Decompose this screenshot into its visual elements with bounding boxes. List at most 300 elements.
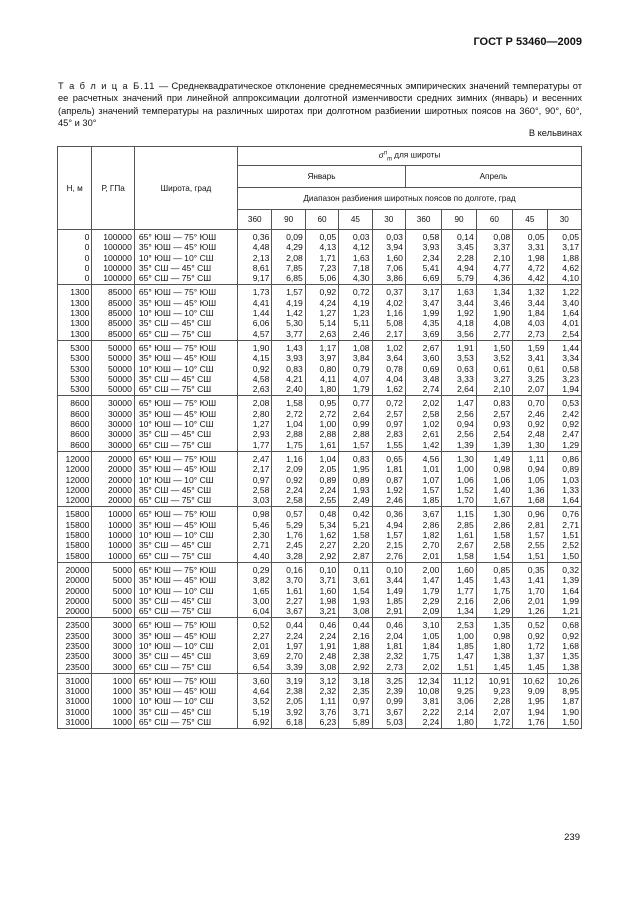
table-cell (405, 285, 441, 340)
table-cell (58, 230, 92, 285)
cell-value: 4,56 (422, 453, 440, 464)
page-number: 239 (564, 832, 580, 843)
cell-value: 1,68 (562, 640, 579, 651)
cell-value: 5,29 (286, 519, 303, 530)
cell-value: 35° ЮШ — 45° ЮШ (138, 408, 217, 419)
cell-value: 1,45 (527, 661, 545, 672)
cell-value: 1000 (112, 706, 132, 717)
cell-value: 3,03 (252, 495, 270, 506)
cell-value: 1,87 (562, 696, 579, 707)
cell-value: 0,57 (286, 509, 303, 520)
table-cell (372, 507, 405, 562)
table-cell (513, 618, 547, 673)
cell-value: 65° ЮШ — 75° ЮШ (138, 232, 217, 242)
cell-value: 2,57 (493, 408, 511, 419)
cell-value: 2,58 (422, 408, 440, 419)
cell-value: 2,58 (493, 540, 511, 551)
table-cell (92, 673, 134, 728)
cell-value: 1000 (112, 696, 132, 707)
cell-value: 1,07 (422, 474, 440, 485)
cell-value: 2,10 (493, 384, 511, 395)
cell-value: 6,85 (286, 273, 303, 284)
table-cell (272, 507, 305, 562)
cell-value: 0 (84, 232, 90, 242)
cell-value: 2,73 (386, 661, 403, 672)
cell-value: 100000 (103, 252, 132, 263)
cell-value: 1,50 (493, 342, 511, 353)
cell-value: 0,36 (386, 509, 403, 520)
table-cell (92, 451, 134, 506)
cell-value: 1,88 (352, 640, 370, 651)
cell-value: 2,88 (319, 429, 337, 440)
table-cell (134, 507, 237, 562)
cell-value: 65° СШ — 75° СШ (138, 273, 212, 284)
cell-value: 4,42 (527, 273, 545, 284)
table-row (58, 451, 582, 506)
cell-value: 4,08 (493, 318, 511, 329)
cell-value: 2,01 (252, 640, 270, 651)
cell-value: 0,58 (422, 232, 440, 242)
cell-value: 4,21 (286, 373, 303, 384)
cell-value: 2,64 (352, 408, 370, 419)
cell-value: 30000 (107, 439, 132, 450)
table-cell (547, 340, 581, 395)
cell-value: 23500 (65, 661, 90, 672)
cell-value: 1,00 (319, 419, 337, 430)
cell-value: 3000 (112, 661, 132, 672)
cell-value: 1,80 (493, 640, 511, 651)
cell-value: 1,75 (286, 439, 303, 450)
cell-value: 1,04 (319, 453, 337, 464)
cell-value: 10,91 (488, 675, 511, 686)
cell-value: 1,63 (352, 252, 370, 263)
cell-value: 0,52 (527, 620, 545, 631)
cell-value: 3,46 (493, 297, 511, 308)
cell-value: 20000 (107, 495, 132, 506)
cell-value: 1,32 (527, 287, 545, 298)
cell-value: 100000 (103, 262, 132, 273)
cell-value: 2,04 (386, 630, 403, 641)
cell-value: 65° ЮШ — 75° ЮШ (138, 564, 217, 575)
cell-value: 10000 (107, 530, 132, 541)
cell-value: 1,51 (562, 530, 579, 541)
cell-value: 20000 (65, 564, 90, 575)
cell-value: 2,05 (319, 464, 337, 475)
cell-value: 2,54 (493, 429, 511, 440)
cell-value: 65° СШ — 75° СШ (138, 495, 212, 506)
cell-value: 2,13 (252, 252, 270, 263)
cell-value: 0,95 (319, 398, 337, 409)
cell-value: 2,29 (422, 595, 440, 606)
cell-value: 0,53 (562, 398, 579, 409)
cell-value: 1300 (70, 328, 90, 339)
cell-value: 1,34 (493, 287, 511, 298)
cell-value: 85000 (107, 318, 132, 329)
cell-value: 1,90 (252, 342, 270, 353)
table-cell (238, 285, 272, 340)
table-cell (339, 562, 372, 617)
cell-value: 3,31 (527, 242, 545, 253)
cell-value: 35° СШ — 45° СШ (138, 706, 212, 717)
cell-value: 3,34 (562, 353, 579, 364)
cell-value: 1,58 (286, 398, 303, 409)
table-cell (339, 507, 372, 562)
cell-value: 2,01 (527, 595, 545, 606)
table-cell (58, 340, 92, 395)
cell-value: 35° СШ — 45° СШ (138, 540, 212, 551)
table-cell (238, 340, 272, 395)
cell-value: 2,55 (527, 540, 545, 551)
table-cell (272, 618, 305, 673)
cell-value: 2,27 (286, 595, 303, 606)
cell-value: 4,04 (386, 373, 403, 384)
cell-value: 0,72 (352, 287, 370, 298)
cell-value: 0,16 (286, 564, 303, 575)
caption-label: Т а б л и ц а Б.11 (58, 81, 156, 91)
cell-value: 3,12 (319, 675, 337, 686)
cell-value: 65° СШ — 75° СШ (138, 328, 212, 339)
cell-value: 2,88 (352, 429, 370, 440)
cell-value: 1,15 (457, 509, 474, 520)
cell-value: 6,18 (286, 717, 303, 728)
cell-value: 2,01 (422, 550, 440, 561)
table-cell (134, 340, 237, 395)
cell-value: 2,47 (252, 453, 270, 464)
cell-value: 20000 (65, 585, 90, 596)
cell-value: 8600 (70, 429, 90, 440)
cell-value: 65° СШ — 75° СШ (138, 606, 212, 617)
cell-value: 3,76 (319, 706, 337, 717)
cell-value: 3,94 (386, 242, 403, 253)
cell-value: 1,47 (422, 575, 440, 586)
cell-value: 2,45 (286, 540, 303, 551)
cell-value: 2,83 (386, 429, 403, 440)
cell-value: 1,70 (527, 585, 545, 596)
cell-value: 10° ЮШ — 10° СШ (138, 252, 214, 263)
table-cell (476, 507, 512, 562)
cell-value: 1,54 (493, 550, 511, 561)
table-cell (238, 451, 272, 506)
table-cell (58, 507, 92, 562)
cell-value: 1300 (70, 318, 90, 329)
cell-value: 4,19 (352, 297, 370, 308)
table-cell (405, 340, 441, 395)
cell-value: 30000 (107, 429, 132, 440)
cell-value: 35° ЮШ — 45° ЮШ (138, 297, 217, 308)
cell-value: 3,33 (457, 373, 474, 384)
cell-value: 1300 (70, 308, 90, 319)
table-cell (272, 230, 305, 285)
table-cell (238, 230, 272, 285)
cell-value: 5300 (70, 353, 90, 364)
cell-value: 5000 (112, 564, 132, 575)
table-cell (339, 340, 372, 395)
cell-value: 1,52 (457, 484, 474, 495)
cell-value: 10° ЮШ — 10° СШ (138, 363, 214, 374)
cell-value: 4,94 (386, 519, 403, 530)
cell-value: 5,30 (286, 318, 303, 329)
cell-value: 1,85 (422, 495, 440, 506)
cell-value: 4,11 (320, 373, 337, 384)
cell-value: 3,69 (252, 651, 270, 662)
cell-value: 2,46 (386, 495, 403, 506)
caption-text: — Среднеквадратическое отклонение среднемесячных эмпирических значений температуры от ее расчетных значений при линейной аппроксимации долготной изменчивости средних зимних (январь) и весенних (апрель) значений температуры на различных широтах при долготном разбиении широтных поясов на 360°, 90°, 60°, 45° и 30° (58, 81, 582, 129)
cell-value: 1,17 (319, 342, 337, 353)
cell-value: 1,93 (352, 484, 370, 495)
table-cell (305, 618, 338, 673)
cell-value: 2,09 (286, 464, 303, 475)
cell-value: 4,35 (422, 318, 440, 329)
cell-value: 1,39 (457, 439, 474, 450)
cell-value: 20000 (107, 484, 132, 495)
cell-value: 1,36 (527, 484, 545, 495)
table-cell (372, 673, 405, 728)
cell-value: 1,80 (319, 384, 337, 395)
table-cell (513, 285, 547, 340)
cell-value: 10,26 (557, 675, 579, 686)
cell-value: 30000 (107, 419, 132, 430)
header-april: Апрель (405, 166, 581, 188)
cell-value: 1,29 (562, 439, 579, 450)
cell-value: 35° СШ — 45° СШ (138, 651, 212, 662)
table-cell (372, 451, 405, 506)
cell-value: 1,33 (562, 484, 579, 495)
cell-value: 0,97 (352, 696, 370, 707)
table-cell (405, 562, 441, 617)
col-header-p: Р, ГПа (92, 147, 134, 230)
table-cell (305, 451, 338, 506)
cell-value: 1,60 (457, 564, 474, 575)
cell-value: 35° СШ — 45° СШ (138, 484, 212, 495)
cell-value: 10000 (107, 509, 132, 520)
cell-value: 1,30 (457, 453, 474, 464)
sigma-symbol: $\sigma^п_т$ (378, 149, 393, 163)
cell-value: 65° СШ — 75° СШ (138, 439, 212, 450)
cell-value: 1,35 (493, 620, 511, 631)
cell-value: 3,21 (319, 606, 337, 617)
cell-value: 2,06 (493, 595, 511, 606)
data-table (57, 146, 582, 729)
cell-value: 1,60 (386, 252, 403, 263)
cell-value: 1,57 (352, 439, 370, 450)
cell-value: 3,93 (422, 242, 440, 253)
cell-value: 1,22 (562, 287, 579, 298)
cell-value: 1,57 (286, 287, 303, 298)
cell-value: 0 (84, 262, 90, 273)
cell-value: 65° ЮШ — 75° ЮШ (138, 398, 217, 409)
cell-value: 8600 (70, 408, 90, 419)
table-cell (547, 618, 581, 673)
cell-value: 1,81 (386, 640, 403, 651)
table-cell (272, 340, 305, 395)
cell-value: 1,80 (457, 717, 474, 728)
cell-value: 5,41 (422, 262, 440, 273)
cell-value: 2,00 (422, 564, 440, 575)
cell-value: 2,27 (319, 540, 337, 551)
subcol-header: 60 (305, 210, 338, 230)
cell-value: 5,89 (352, 717, 370, 728)
cell-value: 3000 (112, 630, 132, 641)
table-cell (476, 618, 512, 673)
table-cell (372, 340, 405, 395)
cell-value: 1,59 (527, 342, 545, 353)
cell-value: 2,81 (527, 519, 545, 530)
cell-value: 0,14 (457, 232, 474, 242)
cell-value: 1,51 (527, 550, 545, 561)
cell-value: 1,68 (527, 495, 545, 506)
cell-value: 1,77 (457, 585, 474, 596)
cell-value: 4,18 (457, 318, 474, 329)
cell-value: 2,71 (562, 519, 579, 530)
table-body (58, 230, 582, 729)
cell-value: 20000 (107, 464, 132, 475)
cell-value: 1,21 (562, 606, 579, 617)
cell-value: 3,77 (286, 328, 303, 339)
cell-value: 0,72 (386, 398, 403, 409)
cell-value: 7,23 (319, 262, 337, 273)
cell-value: 35° ЮШ — 45° ЮШ (138, 630, 217, 641)
cell-value: 1,49 (493, 453, 511, 464)
table-cell (92, 618, 134, 673)
table-cell (92, 396, 134, 451)
cell-value: 4,24 (319, 297, 337, 308)
cell-value: 65° СШ — 75° СШ (138, 550, 212, 561)
cell-value: 3,17 (562, 242, 579, 253)
cell-value: 1,57 (422, 484, 440, 495)
cell-value: 0,29 (252, 564, 270, 575)
cell-value: 1300 (70, 297, 90, 308)
table-cell (405, 230, 441, 285)
table-cell (442, 562, 476, 617)
subcol-header: 45 (513, 210, 547, 230)
table-cell (272, 562, 305, 617)
cell-value: 9,09 (527, 686, 545, 697)
table-cell (442, 451, 476, 506)
cell-value: 0,70 (527, 398, 545, 409)
cell-value: 20000 (107, 453, 132, 464)
cell-value: 1,44 (562, 342, 579, 353)
cell-value: 11,12 (452, 675, 474, 686)
cell-value: 0,05 (319, 232, 337, 242)
table-cell (238, 673, 272, 728)
cell-value: 35° ЮШ — 45° ЮШ (138, 464, 217, 475)
cell-value: 0,42 (352, 509, 370, 520)
cell-value: 2,63 (319, 328, 337, 339)
cell-value: 31000 (65, 717, 90, 728)
cell-value: 2,49 (352, 495, 370, 506)
cell-value: 2,16 (457, 595, 474, 606)
table-cell (272, 451, 305, 506)
cell-value: 100000 (103, 232, 132, 242)
cell-value: 1,39 (493, 439, 511, 450)
cell-value: 35° ЮШ — 45° ЮШ (138, 519, 217, 530)
cell-value: 2,34 (422, 252, 440, 263)
cell-value: 3,10 (422, 620, 440, 631)
cell-value: 1,95 (527, 696, 545, 707)
table-cell (339, 451, 372, 506)
cell-value: 9,25 (457, 686, 474, 697)
cell-value: 0,10 (319, 564, 337, 575)
table-cell (442, 285, 476, 340)
cell-value: 2,10 (493, 252, 511, 263)
cell-value: 2,52 (562, 540, 579, 551)
cell-value: 2,20 (352, 540, 370, 551)
cell-value: 2,46 (527, 408, 545, 419)
cell-value: 1,70 (457, 495, 474, 506)
cell-value: 1,92 (457, 308, 474, 319)
table-cell (339, 618, 372, 673)
cell-value: 1,58 (457, 550, 474, 561)
subcol-header: 30 (547, 210, 581, 230)
cell-value: 5,79 (457, 273, 474, 284)
cell-value: 0,98 (252, 509, 270, 520)
cell-value: 2,63 (252, 384, 270, 395)
cell-value: 3,48 (422, 373, 440, 384)
subcol-header: 360 (238, 210, 272, 230)
cell-value: 1,81 (386, 464, 403, 475)
cell-value: 0,46 (386, 620, 403, 631)
cell-value: 0,94 (527, 464, 545, 475)
cell-value: 1,05 (527, 474, 545, 485)
units-note: В кельвинах (528, 128, 582, 138)
cell-value: 5300 (70, 373, 90, 384)
cell-value: 2,28 (493, 696, 511, 707)
cell-value: 3000 (112, 620, 132, 631)
cell-value: 85000 (107, 287, 132, 298)
cell-value: 30000 (107, 408, 132, 419)
cell-value: 23500 (65, 620, 90, 631)
cell-value: 1,49 (386, 585, 403, 596)
cell-value: 65° ЮШ — 75° ЮШ (138, 342, 217, 353)
cell-value: 2,86 (493, 519, 511, 530)
table-cell (405, 618, 441, 673)
cell-value: 2,56 (457, 408, 474, 419)
cell-value: 10,08 (417, 686, 440, 697)
table-cell (339, 673, 372, 728)
cell-value: 2,39 (386, 686, 403, 697)
cell-value: 4,13 (319, 242, 337, 253)
cell-value: 1,40 (493, 484, 511, 495)
cell-value: 3,08 (352, 606, 370, 617)
table-row (58, 340, 582, 395)
cell-value: 6,23 (319, 717, 337, 728)
table-row (58, 507, 582, 562)
cell-value: 1,27 (319, 308, 337, 319)
cell-value: 50000 (107, 353, 132, 364)
cell-value: 2,58 (286, 495, 303, 506)
cell-value: 1,50 (562, 550, 579, 561)
cell-value: 0,58 (562, 363, 579, 374)
cell-value: 7,18 (352, 262, 370, 273)
table-cell (442, 618, 476, 673)
cell-value: 0,92 (527, 630, 545, 641)
cell-value: 2,35 (352, 686, 370, 697)
cell-value: 2,46 (352, 328, 370, 339)
cell-value: 10000 (107, 540, 132, 551)
cell-value: 3000 (112, 651, 132, 662)
table-cell (405, 673, 441, 728)
cell-value: 2,85 (457, 519, 474, 530)
cell-value: 10,62 (523, 675, 545, 686)
table-cell (272, 673, 305, 728)
table-cell (92, 285, 134, 340)
cell-value: 1,39 (562, 575, 579, 586)
cell-value: 12000 (65, 474, 90, 485)
cell-value: 10° ЮШ — 10° СШ (138, 696, 214, 707)
table-cell (513, 507, 547, 562)
cell-value: 2,58 (252, 484, 270, 495)
cell-value: 2,14 (457, 706, 474, 717)
